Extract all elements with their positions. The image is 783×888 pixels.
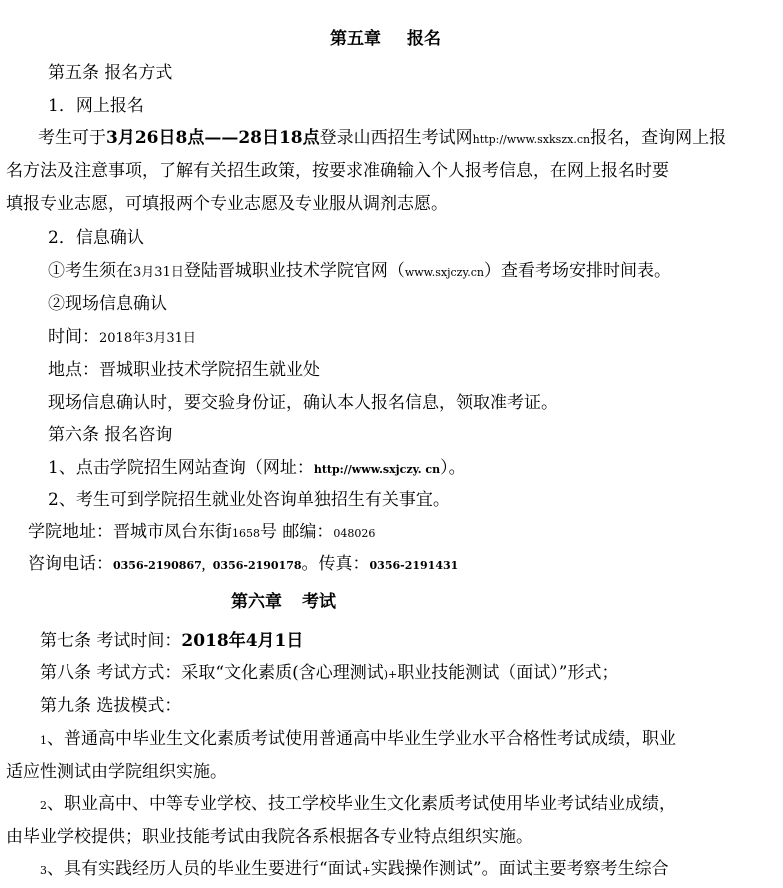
college-site-url: www.sxjczy.cn xyxy=(404,266,484,279)
zip-code: 048026 xyxy=(333,527,376,540)
confirm-date: 3月31日 xyxy=(133,265,184,280)
registration-para-line1 xyxy=(38,127,726,151)
chapter-5-number: 第五章 xyxy=(330,29,381,49)
confirm-step1 xyxy=(48,260,671,284)
onsite-note: 现场信息确认时，要交验身份证，确认本人报名信息，领取准考证。 xyxy=(48,393,558,413)
selection-item1-text: 、普通高中毕业生文化素质考试使用普通高中毕业生学业水平合格性考试成绩，职业 xyxy=(47,729,676,749)
article-8 xyxy=(40,662,618,686)
consult-item1-text-b: ）。 xyxy=(440,458,466,478)
address-number: 1658 xyxy=(232,527,260,540)
consult-item1 xyxy=(48,457,466,481)
article-9-title: 第九条 选拔模式： xyxy=(40,696,182,716)
selection-item1-number: 1 xyxy=(40,734,47,747)
selection-item2-text: 、职业高中、中等专业学校、技工学校毕业生文化素质考试使用毕业考试结业成绩， xyxy=(47,794,676,814)
address-text-a: 学院地址：晋城市凤台东街 xyxy=(28,522,232,542)
selection-item3-line1 xyxy=(40,858,669,882)
phone-1: 0356-2190867， xyxy=(113,559,213,572)
exam-site-url: http://www.sxkszx.cn xyxy=(472,133,591,146)
selection-item1-line1 xyxy=(40,728,676,752)
admission-site-url: http://www.sxjczy. cn xyxy=(313,463,441,476)
selection-item3-text-a: 、具有实践经历人员的毕业生要进行“面试 xyxy=(47,859,362,879)
consult-item2: 2、考生可到学院招生就业处咨询单独招生有关事宜。 xyxy=(48,490,450,510)
chapter-6-heading xyxy=(231,591,336,613)
chapter-5-heading xyxy=(330,28,441,50)
selection-item2-line1 xyxy=(40,793,676,817)
online-registration-heading: 1．网上报名 xyxy=(48,96,144,116)
exam-method-text-a: 第八条 考试方式：采取“文化素质(含心理测试 xyxy=(40,663,384,683)
college-address xyxy=(28,521,375,545)
confirm-step1-text-b: 登陆晋城职业技术学院官网（ xyxy=(183,261,405,281)
phone-label: 咨询电话： xyxy=(28,554,113,574)
chapter-6-name: 考试 xyxy=(302,592,336,612)
exam-method-text-b: )+ xyxy=(383,668,398,681)
selection-item2-line2: 由毕业学校提供；职业技能考试由我院各系根据各专业特点组织实施。 xyxy=(6,827,533,847)
confirm-place: 地点：晋城职业技术学院招生就业处 xyxy=(48,360,320,380)
selection-item3-plus: + xyxy=(361,864,371,877)
confirm-time xyxy=(48,326,196,350)
fax-label: 。传真： xyxy=(301,554,370,574)
info-confirm-heading: 2．信息确认 xyxy=(48,228,144,248)
registration-text-b: 登录山西招生考试网 xyxy=(319,128,473,148)
selection-item3-text-b: 实践操作测试”。面试主要考察考生综合 xyxy=(370,859,669,879)
consult-item1-text-a: 1、点击学院招生网站查询（网址： xyxy=(48,458,314,478)
time-value: 2018年3月31日 xyxy=(99,331,196,346)
article-6-title: 第六条 报名咨询 xyxy=(48,425,173,445)
chapter-6-number: 第六章 xyxy=(231,592,282,612)
registration-para-line2: 名方法及注意事项，了解有关招生政策，按要求准确输入个人报考信息，在网上报名时要 xyxy=(6,161,669,181)
confirm-step1-text-c: ）查看考场安排时间表。 xyxy=(483,261,671,281)
registration-text-c: 报名，查询网上报 xyxy=(590,128,727,148)
chapter-5-name: 报名 xyxy=(407,29,441,49)
contact-phones xyxy=(28,553,458,577)
confirm-step2: ②现场信息确认 xyxy=(48,294,167,314)
registration-text-a: 考生可于 xyxy=(38,128,106,148)
article-5-title: 第五条 报名方式 xyxy=(48,63,173,83)
exam-date: 2018年4月1日 xyxy=(181,631,304,651)
selection-item3-number: 3 xyxy=(40,864,47,877)
time-label: 时间： xyxy=(48,327,99,347)
selection-item1-line2: 适应性测试由学院组织实施。 xyxy=(6,762,227,782)
registration-time: 3月26日8点——28日18点 xyxy=(106,128,320,148)
article-7 xyxy=(40,630,303,652)
registration-para-line3: 填报专业志愿，可填报两个专业志愿及专业服从调剂志愿。 xyxy=(6,194,448,214)
address-text-b: 号 邮编： xyxy=(260,522,334,542)
exam-method-text-c: 职业技能测试（面试）”形式； xyxy=(397,663,619,683)
fax-number: 0356-2191431 xyxy=(369,559,459,572)
confirm-step1-text-a: ①考生须在 xyxy=(48,261,133,281)
exam-time-label: 第七条 考试时间： xyxy=(40,631,182,651)
phone-2: 0356-2190178 xyxy=(212,559,302,572)
selection-item2-number: 2 xyxy=(40,799,47,812)
